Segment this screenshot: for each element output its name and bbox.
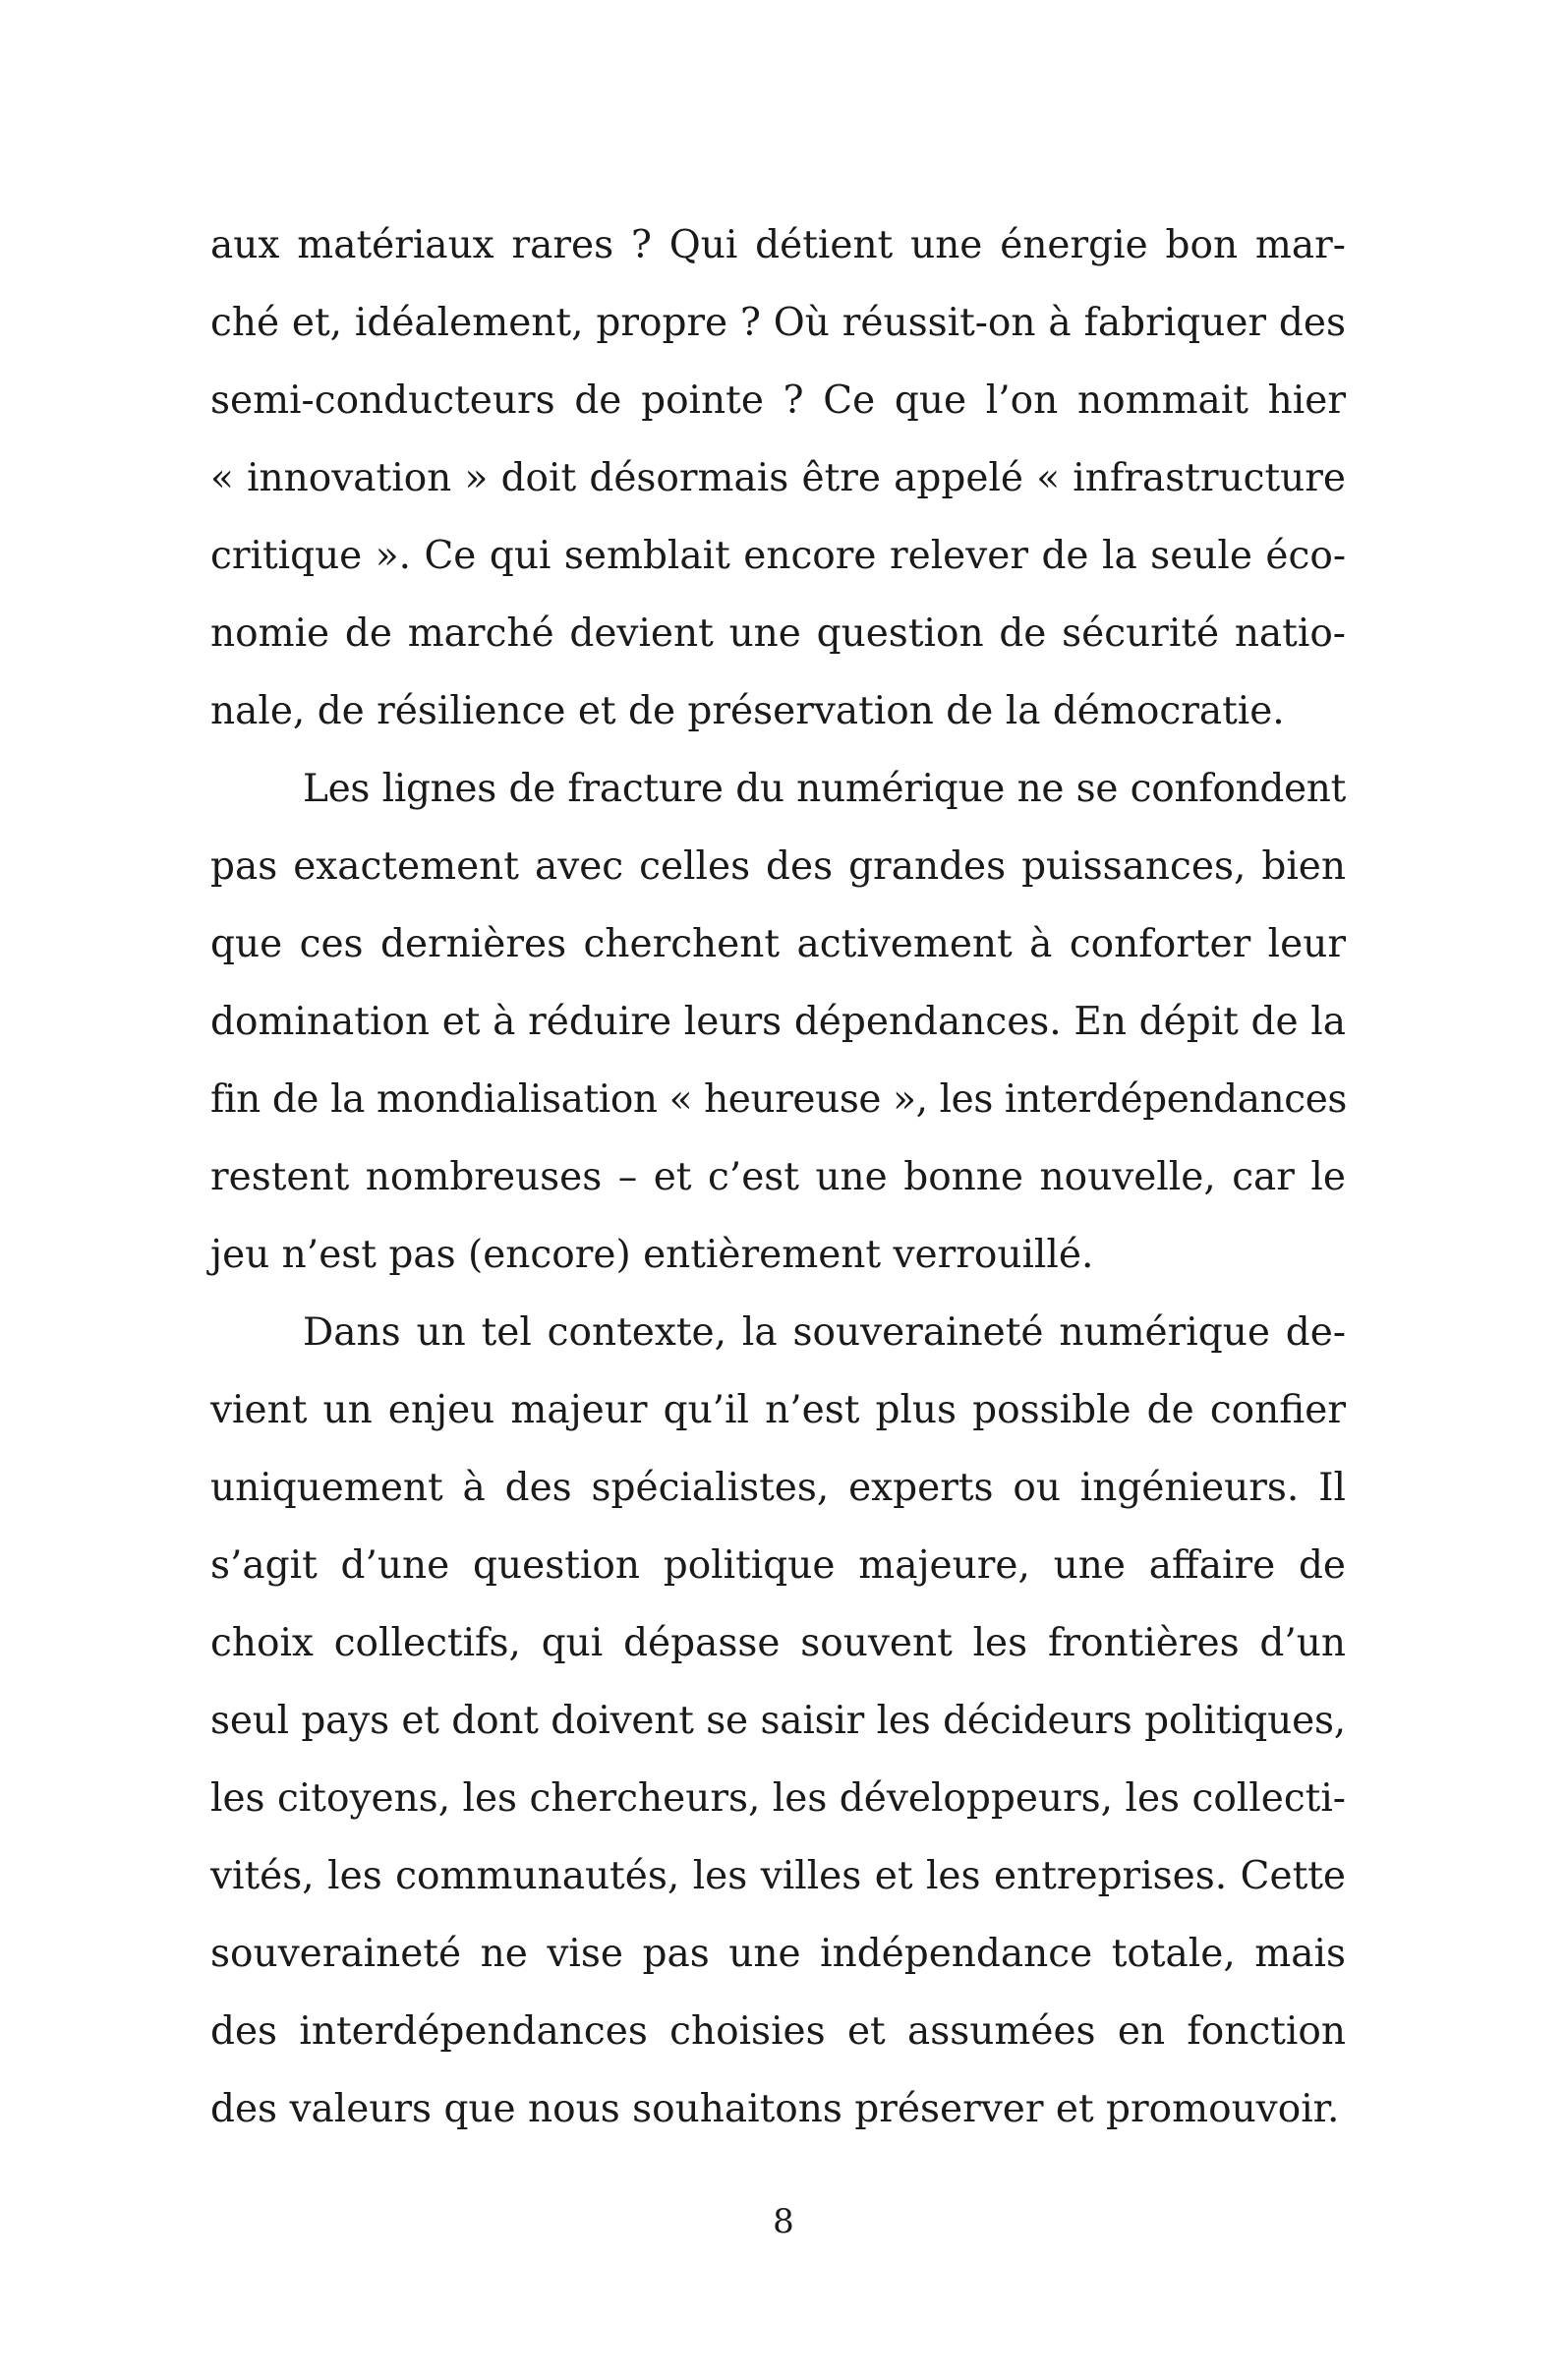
paragraph-3-line-1: Dans un tel contexte, la souveraineté numérique de- — [303, 1310, 1346, 1355]
paragraph-1-line-3: semi-conducteurs de pointe ? Ce que l’on nommait hier — [210, 378, 1346, 423]
paragraph-3-line-11: des valeurs que nous souhaitons préserver et promouvoir. — [210, 2087, 1340, 2131]
paragraph-3-line-9: souveraineté ne vise pas une indépendance totale, mais — [210, 1932, 1346, 1976]
paragraph-3-line-2: vient un enjeu majeur qu’il n’est plus possible de confier — [210, 1388, 1346, 1432]
paragraph-2-line-2: pas exactement avec celles des grandes puissances, bien — [210, 844, 1346, 889]
paragraph-3-line-7: les citoyens, les chercheurs, les développeurs, les collecti- — [210, 1776, 1346, 1821]
paragraph-1-line-4: « innovation » doit désormais être appelé « infrastructure — [210, 456, 1346, 500]
paragraph-3-line-10: des interdépendances choisies et assumées en fonction — [210, 2009, 1346, 2054]
body-text — [210, 206, 1346, 2148]
paragraph-2-line-1: Les lignes de fracture du numérique ne se confondent — [303, 767, 1346, 811]
paragraph-1-line-5: critique ». Ce qui semblait encore relever de la seule éco- — [210, 534, 1346, 578]
paragraph-2-line-4: domination et à réduire leurs dépendances. En dépit de la — [210, 1000, 1346, 1044]
paragraph-3-line-8: vités, les communautés, les villes et les entreprises. Cette — [210, 1854, 1346, 1898]
paragraph-2-line-5: fin de la mondialisation « heureuse », les interdépendances — [210, 1077, 1347, 1122]
paragraph-1-line-6: nomie de marché devient une question de sécurité natio- — [210, 611, 1346, 656]
paragraph-3-line-6: seul pays et dont doivent se saisir les décideurs politiques, — [210, 1699, 1346, 1743]
paragraph-2-line-6: restent nombreuses – et c’est une bonne nouvelle, car le — [210, 1155, 1346, 1199]
page-number: 8 — [773, 2202, 794, 2241]
paragraph-1-line-2: ché et, idéalement, propre ? Où réussit-on à fabriquer des — [210, 301, 1346, 345]
paragraph-1-line-7: nale, de résilience et de préservation de la démocratie. — [210, 689, 1285, 733]
paragraph-3-line-3: uniquement à des spécialistes, experts ou ingénieurs. Il — [210, 1466, 1346, 1510]
paragraph-3-line-4: s’agit d’une question politique majeure, une affaire de — [210, 1543, 1346, 1588]
paragraph-2-line-3: que ces dernières cherchent activement à conforter leur — [210, 922, 1346, 966]
paragraph-2-line-7: jeu n’est pas (encore) entièrement verrouillé. — [210, 1233, 1094, 1277]
paragraph-3-line-5: choix collectifs, qui dépasse souvent les frontières d’un — [210, 1621, 1346, 1665]
paragraph-1-line-1: aux matériaux rares ? Qui détient une énergie bon mar- — [210, 223, 1346, 267]
